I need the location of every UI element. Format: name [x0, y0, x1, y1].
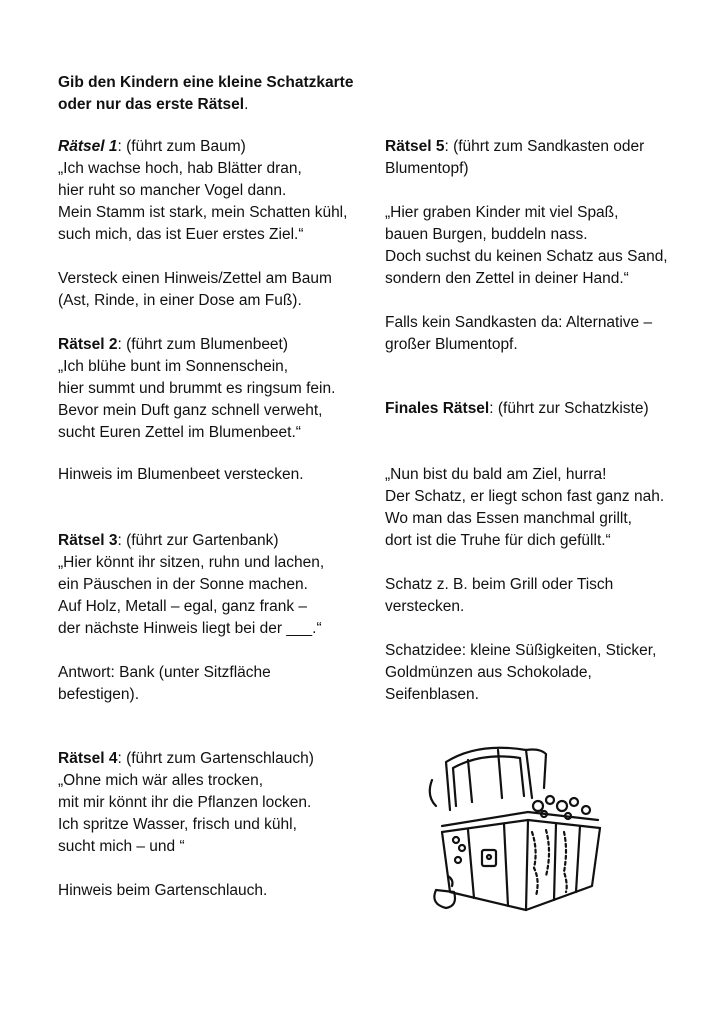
raetsel-2-verse-line: sucht Euren Zettel im Blumenbeet.“ — [58, 424, 301, 441]
finale-verse-line: „Nun bist du bald am Ziel, hurra! — [385, 466, 607, 483]
raetsel-2-section — [58, 334, 378, 444]
finale-note-line: Schatz z. B. beim Grill oder Tisch — [385, 576, 614, 593]
finale-section — [385, 398, 695, 420]
raetsel-3-verse-line: ein Päuschen in der Sonne machen. — [58, 576, 308, 593]
treasure-idea-line: Schatzidee: kleine Süßigkeiten, Sticker, — [385, 642, 657, 659]
raetsel-5-verse-line: „Hier graben Kinder mit viel Spaß, — [385, 204, 619, 221]
finale-subtitle: : (führt zur Schatzkiste) — [489, 400, 649, 417]
raetsel-2-note-line: Hinweis im Blumenbeet verstecken. — [58, 466, 304, 483]
raetsel-5-subtitle-cont: Blumentopf) — [385, 160, 469, 177]
intro-text — [58, 72, 438, 116]
raetsel-1-subtitle: : (führt zum Baum) — [117, 138, 246, 155]
raetsel-3-verse-line: Auf Holz, Metall – egal, ganz frank – — [58, 598, 307, 615]
raetsel-1-note — [58, 268, 378, 312]
raetsel-1-verse-line: such mich, das ist Euer erstes Ziel.“ — [58, 226, 304, 243]
raetsel-5-verse-line: sondern den Zettel in deiner Hand.“ — [385, 270, 629, 287]
raetsel-4-verse-line: sucht mich – und “ — [58, 838, 185, 855]
treasure-idea-line: Goldmünzen aus Schokolade, — [385, 664, 592, 681]
raetsel-1-verse-line: Mein Stamm ist stark, mein Schatten kühl, — [58, 204, 348, 221]
raetsel-5-verse — [385, 202, 695, 290]
raetsel-2-verse-line: hier summt und brummt es ringsum fein. — [58, 380, 336, 397]
raetsel-2-subtitle: : (führt zum Blumenbeet) — [117, 336, 289, 353]
raetsel-1-section — [58, 136, 378, 246]
finale-verse-line: Der Schatz, er liegt schon fast ganz nah. — [385, 488, 665, 505]
raetsel-5-section — [385, 136, 695, 180]
finale-verse-line: dort ist die Truhe für dich gefüllt.“ — [385, 532, 611, 549]
treasure-idea-line: Seifenblasen. — [385, 686, 479, 703]
raetsel-2-verse-line: „Ich blühe bunt im Sonnenschein, — [58, 358, 289, 375]
raetsel-4-verse-line: „Ohne mich wär alles trocken, — [58, 772, 264, 789]
raetsel-3-section — [58, 530, 378, 640]
raetsel-2-verse-line: Bevor mein Duft ganz schnell verweht, — [58, 402, 323, 419]
raetsel-3-note-line: befestigen). — [58, 686, 139, 703]
raetsel-1-verse-line: „Ich wachse hoch, hab Blätter dran, — [58, 160, 302, 177]
raetsel-3-label: Rätsel 3 — [58, 532, 118, 549]
raetsel-4-section — [58, 748, 378, 858]
raetsel-4-subtitle: : (führt zum Gartenschlauch) — [117, 750, 314, 767]
finale-verse — [385, 464, 695, 552]
intro-line-1: Gib den Kindern eine kleine Schatzkarte — [58, 74, 354, 91]
finale-label: Finales Rätsel — [385, 400, 490, 417]
raetsel-4-label: Rätsel 4 — [58, 750, 118, 767]
raetsel-5-verse-line: Doch suchst du keinen Schatz aus Sand, — [385, 248, 668, 265]
raetsel-5-verse-line: bauen Burgen, buddeln nass. — [385, 226, 588, 243]
raetsel-2-label: Rätsel 2 — [58, 336, 118, 353]
intro-line-2-bold: oder nur das erste Rätsel — [58, 96, 245, 113]
raetsel-1-verse-line: hier ruht so mancher Vogel dann. — [58, 182, 287, 199]
raetsel-3-subtitle: : (führt zur Gartenbank) — [117, 532, 279, 549]
raetsel-4-verse-line: Ich spritze Wasser, frisch und kühl, — [58, 816, 297, 833]
finale-note-line: verstecken. — [385, 598, 465, 615]
raetsel-3-verse-line: der nächste Hinweis liegt bei der ___.“ — [58, 620, 322, 637]
raetsel-4-verse-line: mit mir könnt ihr die Pflanzen locken. — [58, 794, 312, 811]
raetsel-5-note — [385, 312, 695, 356]
finale-verse-line: Wo man das Essen manchmal grillt, — [385, 510, 632, 527]
raetsel-1-note-line: (Ast, Rinde, in einer Dose am Fuß). — [58, 292, 302, 309]
raetsel-1-label: Rätsel 1 — [58, 138, 118, 155]
raetsel-4-note — [58, 880, 378, 902]
raetsel-3-note-line: Antwort: Bank (unter Sitzfläche — [58, 664, 271, 681]
raetsel-1-note-line: Versteck einen Hinweis/Zettel am Baum — [58, 270, 332, 287]
raetsel-5-subtitle: : (führt zum Sandkasten oder — [444, 138, 645, 155]
treasure-chest-icon — [428, 740, 608, 920]
raetsel-3-note — [58, 662, 378, 706]
finale-note — [385, 574, 695, 618]
raetsel-2-note — [58, 464, 378, 486]
raetsel-4-note-line: Hinweis beim Gartenschlauch. — [58, 882, 268, 899]
raetsel-3-verse-line: „Hier könnt ihr sitzen, ruhn und lachen, — [58, 554, 325, 571]
raetsel-5-note-line: Falls kein Sandkasten da: Alternative – — [385, 314, 653, 331]
treasure-idea — [385, 640, 695, 706]
intro-line-2-end: . — [244, 96, 249, 113]
raetsel-5-label: Rätsel 5 — [385, 138, 445, 155]
raetsel-5-note-line: großer Blumentopf. — [385, 336, 518, 353]
